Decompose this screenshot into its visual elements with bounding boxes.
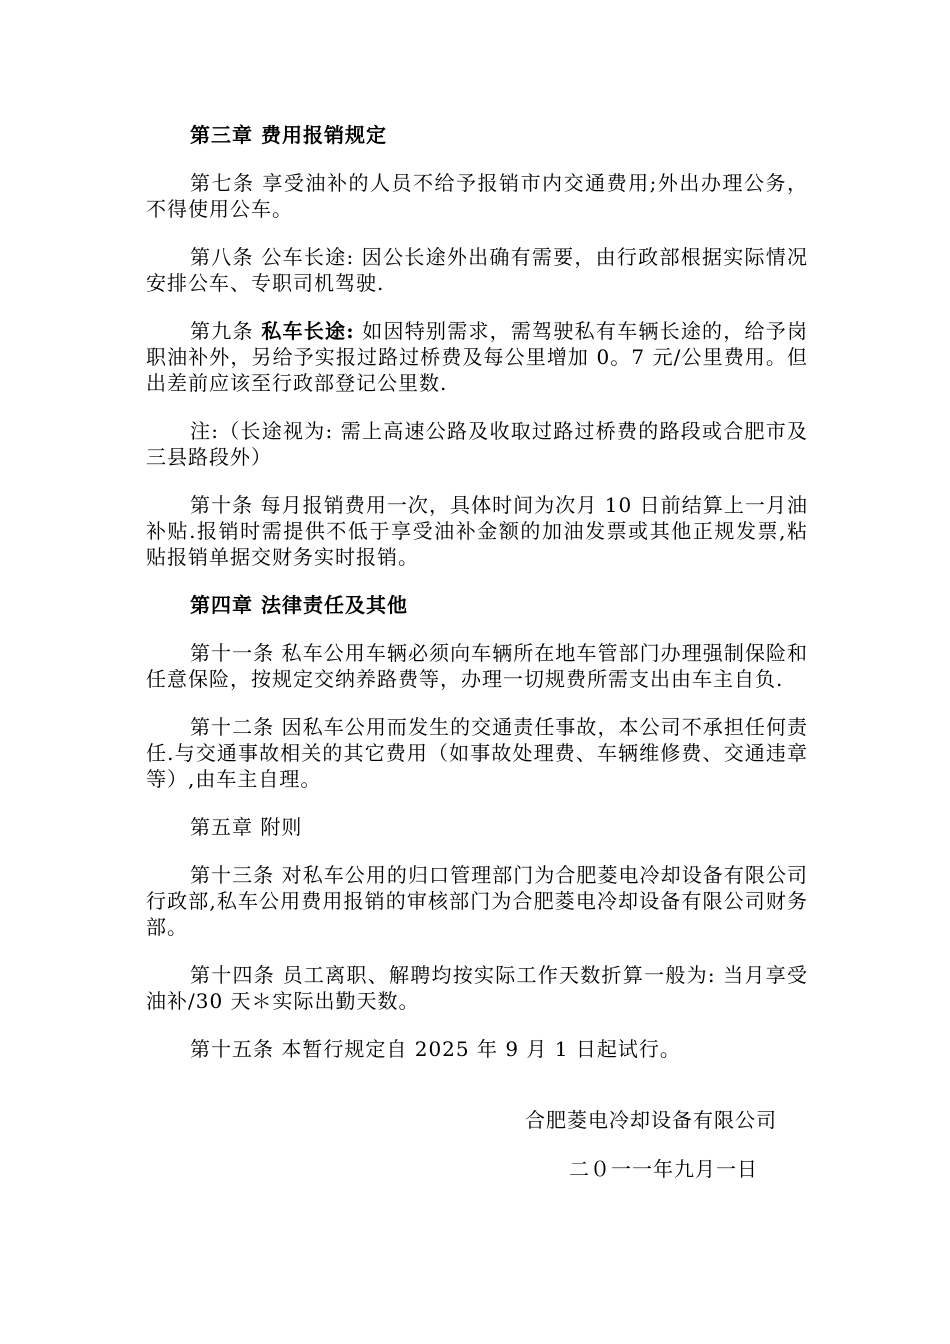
article-9-bold-title: 私车长途: xyxy=(261,319,355,343)
article-10: 第十条 每月报销费用一次，具体时间为次月 10 日前结算上一月油补贴.报销时需提供不低于享受油补金额的加油发票或其他正规发票,粘贴报销单据交财务实时报销。 xyxy=(146,493,808,569)
article-9-text: 如因特别需求，需驾驶私有车辆长途的，给予岗职油补外，另给予实报过路过桥费及每公里增加 0。7 元/公里费用。但出差前应该至行政部登记公里数. xyxy=(146,319,809,395)
article-11: 第十一条 私车公用车辆必须向车辆所在地车管部门办理强制保险和任意保险，按规定交纳养路费等，办理一切规费所需支出由车主自负. xyxy=(146,641,808,691)
article-9 xyxy=(146,318,808,396)
chapter-4-heading: 第四章 法律责任及其他 xyxy=(190,593,408,617)
chapter-5-heading: 第五章 附则 xyxy=(190,815,303,839)
article-9-number: 第九条 xyxy=(190,319,262,343)
article-14: 第十四条 员工离职、解聘均按实际工作天数折算一般为: 当月享受油补/30 天＊实际出勤天数。 xyxy=(146,963,808,1013)
article-13: 第十三条 对私车公用的归口管理部门为合肥菱电冷却设备有限公司行政部,私车公用费用报销的审核部门为合肥菱电冷却设备有限公司财务部。 xyxy=(146,863,808,939)
note-paragraph: 注:（长途视为: 需上高速公路及收取过路过桥费的路段或合肥市及三县路段外） xyxy=(146,419,808,469)
chapter-3-heading: 第三章 费用报销规定 xyxy=(190,123,387,147)
article-12: 第十二条 因私车公用而发生的交通责任事故，本公司不承担任何责任.与交通事故相关的其它费用（如事故处理费、车辆维修费、交通违章等）,由车主自理。 xyxy=(146,715,808,791)
document-body xyxy=(146,122,808,1084)
article-7: 第七条 享受油补的人员不给予报销市内交通费用;外出办理公务，不得使用公车。 xyxy=(146,171,808,221)
article-15: 第十五条 本暂行规定自 2025 年 9 月 1 日起试行。 xyxy=(190,1037,681,1061)
signature-company: 合肥菱电冷却设备有限公司 xyxy=(525,1108,777,1132)
article-8: 第八条 公车长途: 因公长途外出确有需要，由行政部根据实际情况安排公车、专职司机驾驶. xyxy=(146,245,808,295)
signature-date: 二０一一年九月一日 xyxy=(569,1157,758,1181)
